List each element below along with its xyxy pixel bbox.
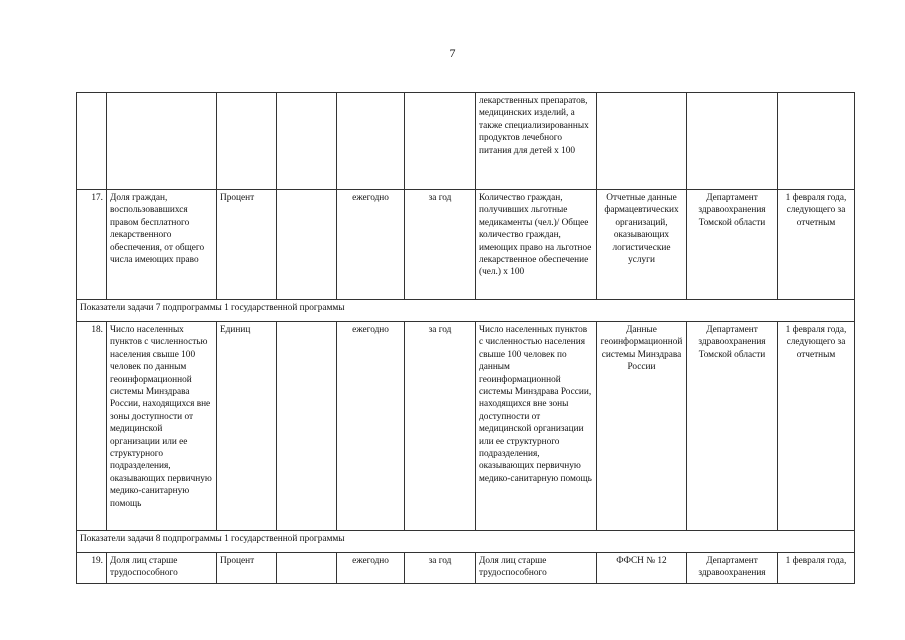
cell-period: за год	[405, 553, 476, 584]
cell-type	[277, 190, 337, 300]
cell-type	[277, 93, 337, 190]
cell-type	[277, 322, 337, 531]
cell-source: ФФСН № 12	[597, 553, 687, 584]
cell-formula: Доля лиц старше трудоспособного	[476, 553, 597, 584]
table-row	[77, 322, 855, 531]
cell-num: 19.	[77, 553, 107, 584]
cell-frequency: ежегодно	[337, 190, 405, 300]
cell-unit: Процент	[217, 190, 277, 300]
table-row	[77, 190, 855, 300]
cell-period	[405, 93, 476, 190]
cell-name	[107, 93, 217, 190]
cell-responsible	[687, 93, 778, 190]
cell-responsible: Департамент здравоохранения	[687, 553, 778, 584]
table-row	[77, 553, 855, 584]
cell-deadline: 1 февраля года,	[778, 553, 855, 584]
cell-source: Данные геоинформационной системы Минздрава России	[597, 322, 687, 531]
cell-frequency: ежегодно	[337, 322, 405, 531]
cell-type	[277, 553, 337, 584]
cell-formula: Количество граждан, получивших льготные медикаменты (чел.)/ Общее количество граждан, имеющих право на льготное лекарственное обеспечение (чел.) х 100	[476, 190, 597, 300]
cell-unit: Процент	[217, 553, 277, 584]
cell-deadline	[778, 93, 855, 190]
section-title: Показатели задачи 7 подпрограммы 1 государственной программы	[77, 300, 855, 322]
cell-responsible: Департамент здравоохранения Томской области	[687, 190, 778, 300]
cell-name: Доля лиц старше трудоспособного	[107, 553, 217, 584]
cell-source: Отчетные данные фармацевтических организаций, оказывающих логистические услуги	[597, 190, 687, 300]
cell-period: за год	[405, 190, 476, 300]
section-title: Показатели задачи 8 подпрограммы 1 государственной программы	[77, 531, 855, 553]
page-number: 7	[449, 46, 456, 60]
indicators-table	[76, 92, 855, 584]
cell-formula: лекарственных препаратов, медицинских изделий, а также специализированных продуктов лечебного питания для детей х 100	[476, 93, 597, 190]
cell-frequency: ежегодно	[337, 553, 405, 584]
cell-num	[77, 93, 107, 190]
cell-deadline: 1 февраля года, следующего за отчетным	[778, 322, 855, 531]
section-row	[77, 531, 855, 553]
cell-period: за год	[405, 322, 476, 531]
section-row	[77, 300, 855, 322]
cell-unit: Единиц	[217, 322, 277, 531]
cell-formula: Число населенных пунктов с численностью населения свыше 100 человек по данным геоинформационной системы Минздрава России, находящихся вне зоны доступности от медицинской организации или ее структурного подразделения, оказывающих первичную медико-санитарную помощь	[476, 322, 597, 531]
cell-num: 18.	[77, 322, 107, 531]
cell-name: Число населенных пунктов с численностью населения свыше 100 человек по данным геоинформационной системы Минздрава России, находящихся вне зоны доступности от медицинской организации или ее структурного подразделения, оказывающих первичную медико-санитарную помощь	[107, 322, 217, 531]
cell-source	[597, 93, 687, 190]
cell-deadline: 1 февраля года, следующего за отчетным	[778, 190, 855, 300]
cell-unit	[217, 93, 277, 190]
cell-num: 17.	[77, 190, 107, 300]
table-row-continuation	[77, 93, 855, 190]
cell-name: Доля граждан, воспользовавшихся правом бесплатного лекарственного обеспечения, от общего числа имеющих право	[107, 190, 217, 300]
cell-frequency	[337, 93, 405, 190]
cell-responsible: Департамент здравоохранения Томской области	[687, 322, 778, 531]
